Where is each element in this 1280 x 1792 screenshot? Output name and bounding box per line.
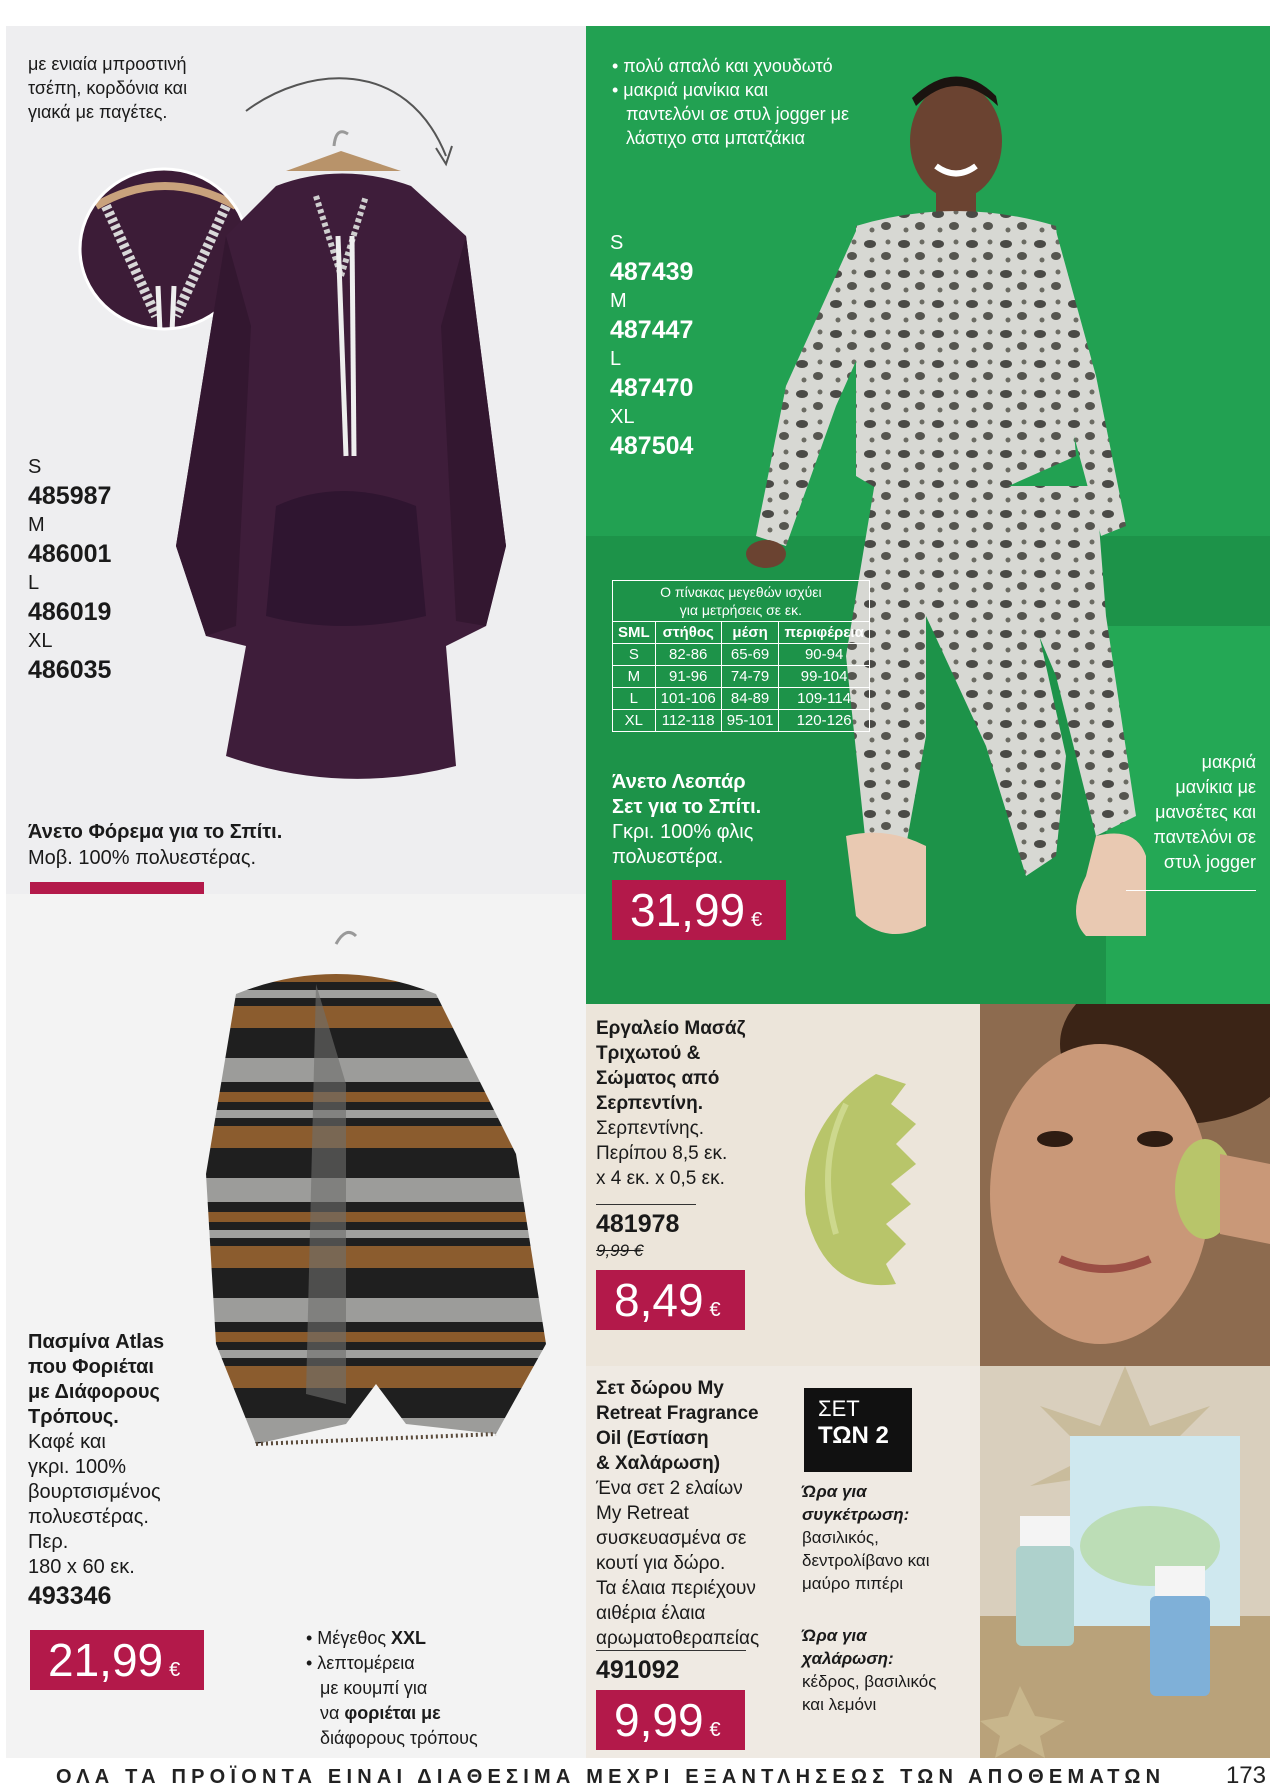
table-cell: 74-79 (721, 666, 779, 688)
size-label: M (28, 514, 45, 536)
bullet-line: με κουμπί για (320, 1678, 428, 1698)
side-note-line: μακριά (1201, 752, 1256, 772)
table-cell: 120-126 (779, 710, 869, 732)
gift-desc-line: Ένα σετ 2 ελαίων (596, 1478, 743, 1499)
relax-notes (802, 1624, 936, 1716)
leopard-title-line: Άνετο Λεοπάρ (612, 771, 746, 793)
table-cell: 95-101 (721, 710, 779, 732)
divider (1126, 890, 1256, 891)
striped-pashmina-image (196, 924, 576, 1464)
bullet-line: διάφορους τρόπους (320, 1728, 478, 1748)
gift-title-line: & Χαλάρωση) (596, 1453, 721, 1474)
massage-desc-line: x 4 εκ. x 0,5 εκ. (596, 1168, 725, 1189)
notes-title: Ώρα για (802, 1626, 867, 1645)
bullet-line: • λεπτομέρεια (306, 1653, 415, 1673)
bullet-text: XXL (391, 1628, 427, 1648)
pashmina-desc-line: βουρτσισμένος (28, 1481, 161, 1503)
bullet-text: να (320, 1703, 345, 1723)
price-value: 21,99 (48, 1634, 164, 1686)
robe-title: Άνετο Φόρεμα για το Σπίτι. (28, 821, 283, 843)
notes-line: μαύρο πιπέρι (802, 1574, 904, 1593)
gift-price-tag (596, 1690, 745, 1750)
table-cell: 109-114 (779, 688, 869, 710)
product-code: 487504 (610, 432, 694, 460)
caption-line: Ο πίνακας μεγεθών ισχύει (660, 584, 822, 600)
leopard-size-list (610, 230, 693, 462)
bullet-line: • μακριά μανίκια και (612, 80, 769, 100)
table-cell: S (613, 644, 656, 666)
product-code: 481978 (596, 1210, 680, 1238)
massage-desc-line: Σερπεντίνης. (596, 1118, 705, 1139)
pashmina-desc-line: Περ. (28, 1531, 69, 1553)
pashmina-desc-line: πολυεστέρας. (28, 1506, 149, 1528)
leopard-price-tag (612, 880, 786, 940)
massage-info (596, 1016, 745, 1191)
focus-notes (802, 1480, 930, 1595)
pashmina-desc-line: 180 x 60 εκ. (28, 1556, 135, 1578)
table-cell: 65-69 (721, 644, 779, 666)
gift-title-line: Oil (Εστίαση (596, 1428, 709, 1449)
size-chart-caption (613, 581, 870, 622)
gift-set-image (980, 1366, 1270, 1758)
product-code: 486035 (28, 656, 112, 684)
leopard-title-block (612, 770, 761, 870)
notes-line: βασιλικός, (802, 1528, 879, 1547)
massage-title-line: Τριχωτού & (596, 1043, 701, 1064)
size-label: L (28, 572, 40, 594)
price-value: 9,99 (614, 1694, 704, 1746)
size-label: XL (28, 630, 53, 652)
set-of-two-badge (804, 1388, 912, 1472)
divider (596, 1204, 696, 1205)
product-code: 487439 (610, 258, 694, 286)
side-note-line: μανσέτες και (1155, 802, 1256, 822)
side-note-line: στυλ jogger (1163, 852, 1256, 872)
table-cell: XL (613, 710, 656, 732)
old-price: 9,99 € (596, 1241, 644, 1260)
fragrance-oil-bottles-image (980, 1366, 1270, 1758)
pashmina-title-line: με Διάφορους (28, 1381, 160, 1403)
product-code: 487470 (610, 374, 694, 402)
product-code: 485987 (28, 482, 112, 510)
side-note-line: μανίκια με (1175, 777, 1256, 797)
gift-desc-line: αρωματοθεραπείας (596, 1628, 760, 1649)
product-code: 491092 (596, 1656, 680, 1684)
size-label: XL (610, 406, 635, 428)
currency-symbol: € (709, 1719, 721, 1741)
model-using-gua-sha-image (980, 1004, 1270, 1366)
size-label: S (28, 456, 42, 478)
table-row (613, 644, 870, 666)
model-face-image (980, 1004, 1270, 1366)
table-cell: 112-118 (655, 710, 721, 732)
gift-desc-line: Τα έλαια περιέχουν (596, 1578, 756, 1599)
table-row (613, 666, 870, 688)
notes-line: δεντρολίβανο και (802, 1551, 930, 1570)
notes-title: συγκέτρωση: (802, 1505, 910, 1524)
table-cell: M (613, 666, 656, 688)
pashmina-title-line: που Φοριέται (28, 1356, 154, 1378)
size-chart-table (612, 580, 870, 732)
serpentine-gua-sha-image (786, 1064, 966, 1304)
notes-title: χαλάρωση: (802, 1649, 894, 1668)
massage-desc-line: Περίπου 8,5 εκ. (596, 1143, 728, 1164)
divider (596, 1650, 746, 1651)
bullet-line: παντελόνι σε στυλ jogger με (626, 104, 850, 124)
gift-info (596, 1376, 759, 1651)
badge-line: ΣΕΤ (818, 1396, 860, 1421)
table-cell: 101-106 (655, 688, 721, 710)
currency-symbol: € (751, 909, 763, 931)
currency-symbol: € (709, 1299, 721, 1321)
table-cell: 91-96 (655, 666, 721, 688)
availability-disclaimer: ΟΛΑ ΤΑ ΠΡΟΪΟΝΤΑ ΕΙΝΑΙ ΔΙΑΘΕΣΙΜΑ ΜΕΧΡΙ ΕΞΑΝΤΛΗΣΕΩΣ ΤΩΝ ΑΠΟΘΕΜΑΤΩΝ (56, 1766, 1166, 1788)
notes-line: και λεμόνι (802, 1695, 877, 1714)
pashmina-desc-line: Καφέ και (28, 1431, 106, 1453)
table-cell: 82-86 (655, 644, 721, 666)
product-code: 486001 (28, 540, 112, 568)
robe-material: Μοβ. 100% πολυεστέρας. (28, 847, 257, 869)
gift-title-line: Σετ δώρου My (596, 1378, 724, 1399)
column-header: μέση (721, 622, 779, 644)
product-code: 493346 (28, 1582, 112, 1610)
gift-desc-line: κουτί για δώρο. (596, 1553, 726, 1574)
robe-desc-line: γιακά με παγέτες. (28, 102, 168, 122)
robe-product-panel (6, 26, 586, 894)
table-header-row (613, 622, 870, 644)
robe-desc-line: με ενιαία μπροστινή (28, 54, 187, 74)
table-cell: 99-104 (779, 666, 869, 688)
leopard-title-line: Σετ για το Σπίτι. (612, 796, 762, 818)
currency-symbol: € (169, 1659, 181, 1681)
column-header: περιφέρεια (779, 622, 869, 644)
page-footer (0, 1760, 1280, 1792)
notes-line: κέδρος, βασιλικός (802, 1672, 937, 1691)
table-row (613, 710, 870, 732)
product-code: 486019 (28, 598, 112, 626)
column-header: SML (613, 622, 656, 644)
size-label: L (610, 348, 622, 370)
bullet-line: λάστιχο στα μπατζάκια (626, 128, 806, 148)
massage-title-line: Σώματος από (596, 1068, 720, 1089)
table-row (613, 688, 870, 710)
bullet-text: • Μέγεθος (306, 1628, 392, 1648)
price-value: 8,49 (614, 1274, 704, 1326)
massage-title-line: Σερπεντίνη. (596, 1093, 703, 1114)
page-number: 173 (1225, 1762, 1266, 1789)
table-cell: 90-94 (779, 644, 869, 666)
notes-title: Ώρα για (802, 1482, 867, 1501)
table-cell: 84-89 (721, 688, 779, 710)
side-note-line: παντελόνι σε (1153, 827, 1256, 847)
pashmina-bullets (306, 1626, 478, 1751)
gift-title-line: Retreat Fragrance (596, 1403, 759, 1424)
pashmina-title-line: Τρόπους. (28, 1406, 119, 1428)
purple-robe-image (166, 126, 586, 786)
pashmina-product-panel (6, 894, 586, 1758)
robe-size-list (28, 454, 111, 686)
robe-desc-line: τσέπη, κορδόνια και (28, 78, 188, 98)
bullet-line (306, 1626, 478, 1651)
bullet-line (306, 1701, 478, 1726)
leopard-material-line: πολυεστέρα. (612, 846, 724, 868)
badge-line: ΤΩΝ 2 (818, 1422, 889, 1449)
leopard-material-line: Γκρι. 100% φλις (612, 821, 754, 843)
leopard-pajama-model-image (726, 56, 1146, 1004)
size-label: M (610, 290, 627, 312)
pashmina-title-line: Πασμίνα Atlas (28, 1331, 165, 1353)
gift-desc-line: αιθέρια έλαια (596, 1603, 706, 1624)
leopard-side-note (1153, 750, 1256, 875)
pashmina-price-tag (30, 1630, 204, 1690)
bullet-text: φοριέται με (344, 1703, 441, 1723)
pashmina-desc-line: γκρι. 100% (28, 1456, 127, 1478)
column-header: στήθος (655, 622, 721, 644)
caption-line: για μετρήσεις σε εκ. (679, 602, 802, 618)
leopard-feature-bullets (612, 54, 849, 150)
pashmina-info (28, 1330, 164, 1612)
robe-description (28, 52, 187, 124)
massage-title-line: Εργαλείο Μασάζ (596, 1018, 746, 1039)
price-value: 31,99 (630, 884, 746, 936)
gift-desc-line: συσκευασμένα σε (596, 1528, 747, 1549)
massage-price-tag (596, 1270, 745, 1330)
product-code: 487447 (610, 316, 694, 344)
table-cell: L (613, 688, 656, 710)
size-label: S (610, 232, 624, 254)
gift-desc-line: My Retreat (596, 1503, 689, 1524)
bullet-line: • πολύ απαλό και χνουδωτό (612, 56, 833, 76)
leopard-product-panel (586, 26, 1270, 1004)
